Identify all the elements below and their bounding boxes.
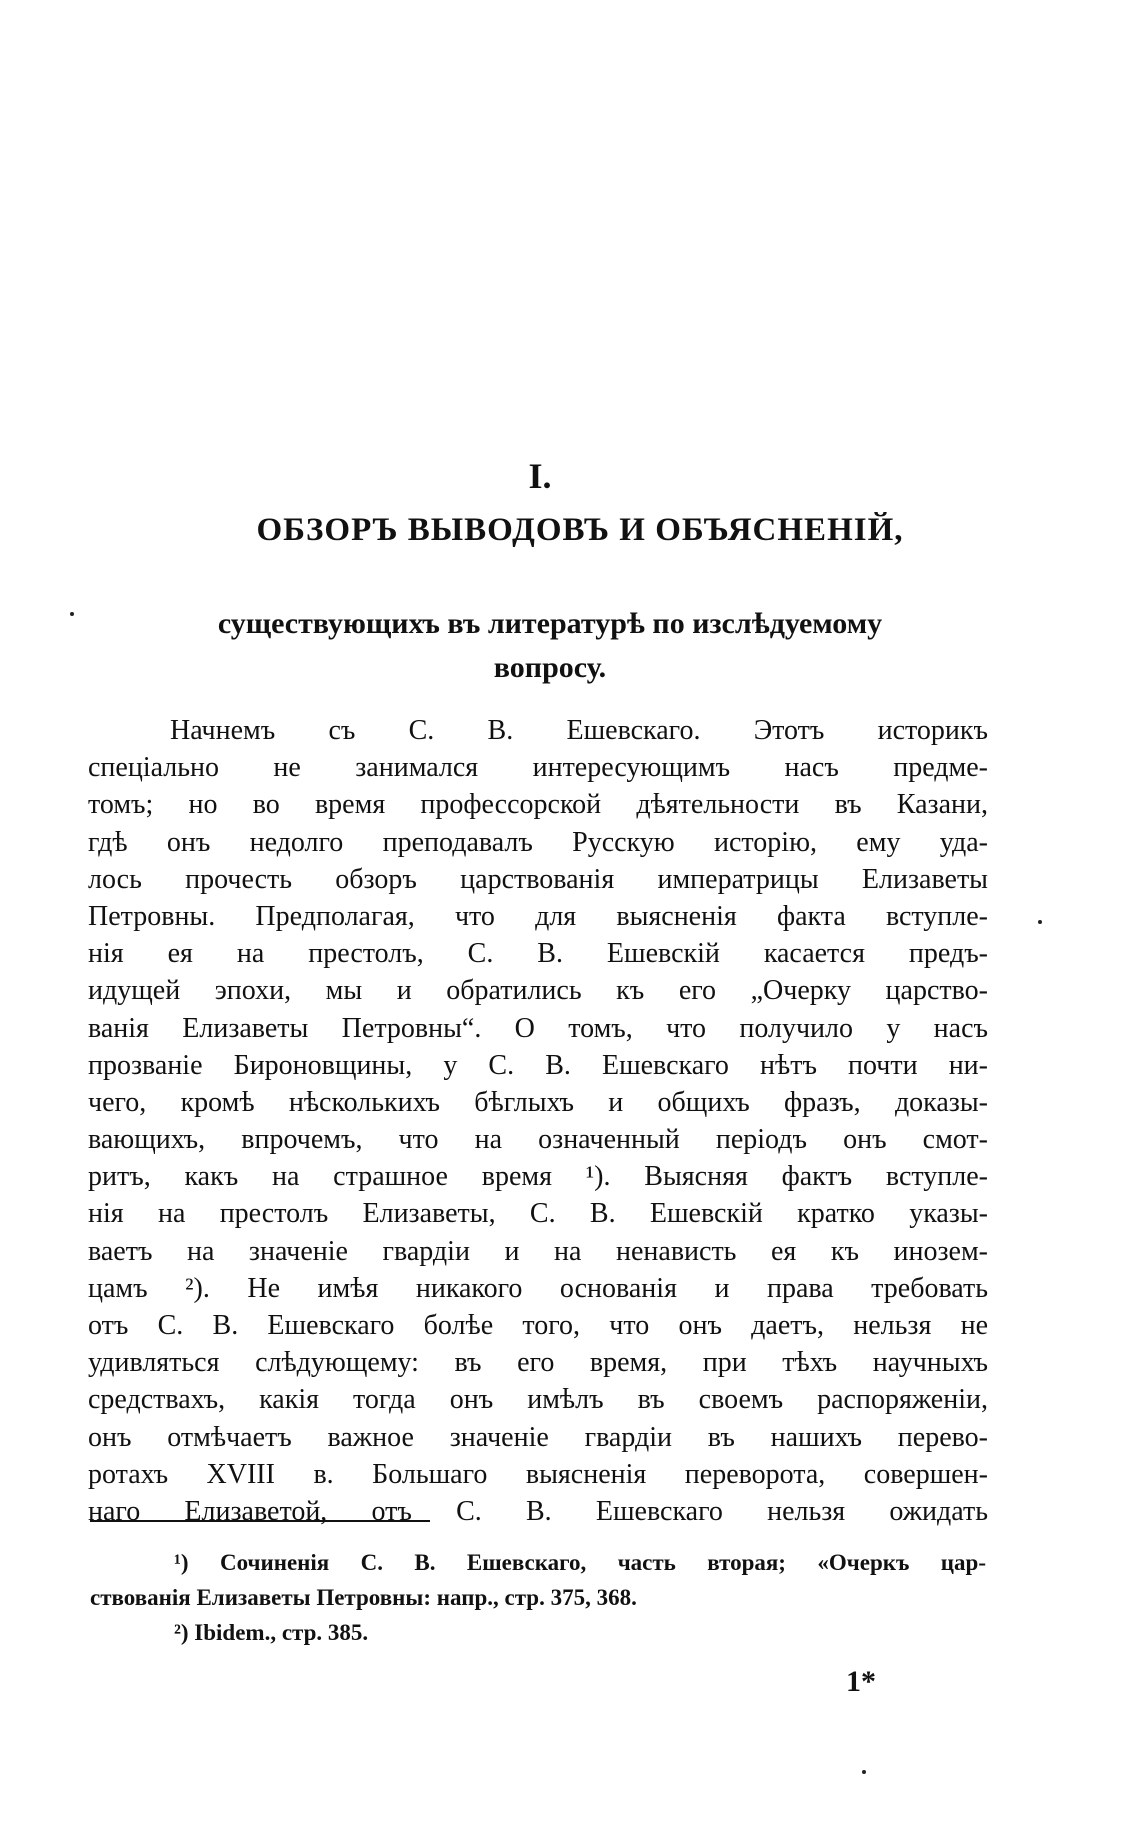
text-line: наго Елизаветой, отъ С. В. Ешевскаго нельзя ожидать xyxy=(88,1495,988,1527)
text-line: идущей эпохи, мы и обратились къ его „Очерку царство- xyxy=(88,975,988,1007)
body-paragraph xyxy=(88,712,988,1530)
text-line: онъ отмѣчаетъ важное значеніе гвардіи въ нашихъ перево- xyxy=(88,1421,988,1453)
footnote-2: ²) Ibidem., стр. 385. xyxy=(174,1620,369,1645)
chapter-number: I. xyxy=(528,456,552,496)
text-line: нія на престолъ Елизаветы, С. В. Ешевскій кратко указы- xyxy=(88,1198,988,1230)
print-speck xyxy=(70,612,74,616)
subtitle-line-1: существующихъ въ литературѣ по изслѣдуемому xyxy=(217,607,883,640)
text-line: Петровны. Предполагая, что для выясненія факта вступле- xyxy=(88,900,988,932)
text-line: Начнемъ съ С. В. Ешевскаго. Этотъ историкъ xyxy=(170,715,988,746)
subtitle-line-2: вопросу. xyxy=(493,651,607,684)
footnotes xyxy=(90,1545,986,1650)
text-line: гдѣ онъ недолго преподавалъ Русскую исторію, ему уда- xyxy=(88,826,988,858)
signature-mark: 1* xyxy=(846,1665,876,1698)
text-line: томъ; но во время профессорской дѣятельности въ Казани, xyxy=(88,789,988,821)
chapter-title: ОБЗОРЪ ВЫВОДОВЪ И ОБЪЯСНЕНІЙ, xyxy=(256,512,904,548)
text-line: вающихъ, впрочемъ, что на означенный періодъ онъ смот- xyxy=(88,1124,988,1156)
footnote-1: ¹) Сочиненія С. В. Ешевскаго, часть вторая; «Очеркъ цар- xyxy=(174,1550,986,1575)
text-line: ваетъ на значеніе гвардіи и на ненависть ея къ инозем- xyxy=(88,1235,988,1267)
text-line: лось прочесть обзоръ царствованія императрицы Елизаветы xyxy=(88,863,988,895)
text-line: цамъ ²). Не имѣя никакого основанія и права требовать xyxy=(88,1272,988,1304)
text-line: удивляться слѣдующему: въ его время, при тѣхъ научныхъ xyxy=(88,1347,988,1379)
print-speck xyxy=(862,1770,866,1774)
text-line: ванія Елизаветы Петровны“. О томъ, что получило у насъ xyxy=(88,1012,988,1044)
chapter-subtitle xyxy=(130,602,970,690)
footnote-divider xyxy=(90,1520,430,1522)
text-line: чего, кромѣ нѣсколькихъ бѣглыхъ и общихъ фразъ, доказы- xyxy=(88,1086,988,1118)
text-line: ритъ, какъ на страшное время ¹). Выясняя фактъ вступле- xyxy=(88,1161,988,1193)
print-speck xyxy=(1038,920,1042,924)
text-line: прозваніе Бироновщины, у С. В. Ешевскаго нѣтъ почти ни- xyxy=(88,1049,988,1081)
text-line: отъ С. В. Ешевскаго болѣе того, что онъ даетъ, нельзя не xyxy=(88,1310,988,1341)
text-line: средствахъ, какія тогда онъ имѣлъ въ своемъ распоряженіи, xyxy=(88,1384,988,1416)
text-line: спеціально не занимался интересующимъ насъ предме- xyxy=(88,752,988,784)
footnote-1-continued: ствованія Елизаветы Петровны: напр., стр. 375, 368. xyxy=(90,1585,637,1610)
text-line: ротахъ XVIII в. Большаго выясненія переворота, совершен- xyxy=(88,1458,988,1490)
text-line: нія ея на престолъ, С. В. Ешевскій касается предъ- xyxy=(88,938,988,970)
